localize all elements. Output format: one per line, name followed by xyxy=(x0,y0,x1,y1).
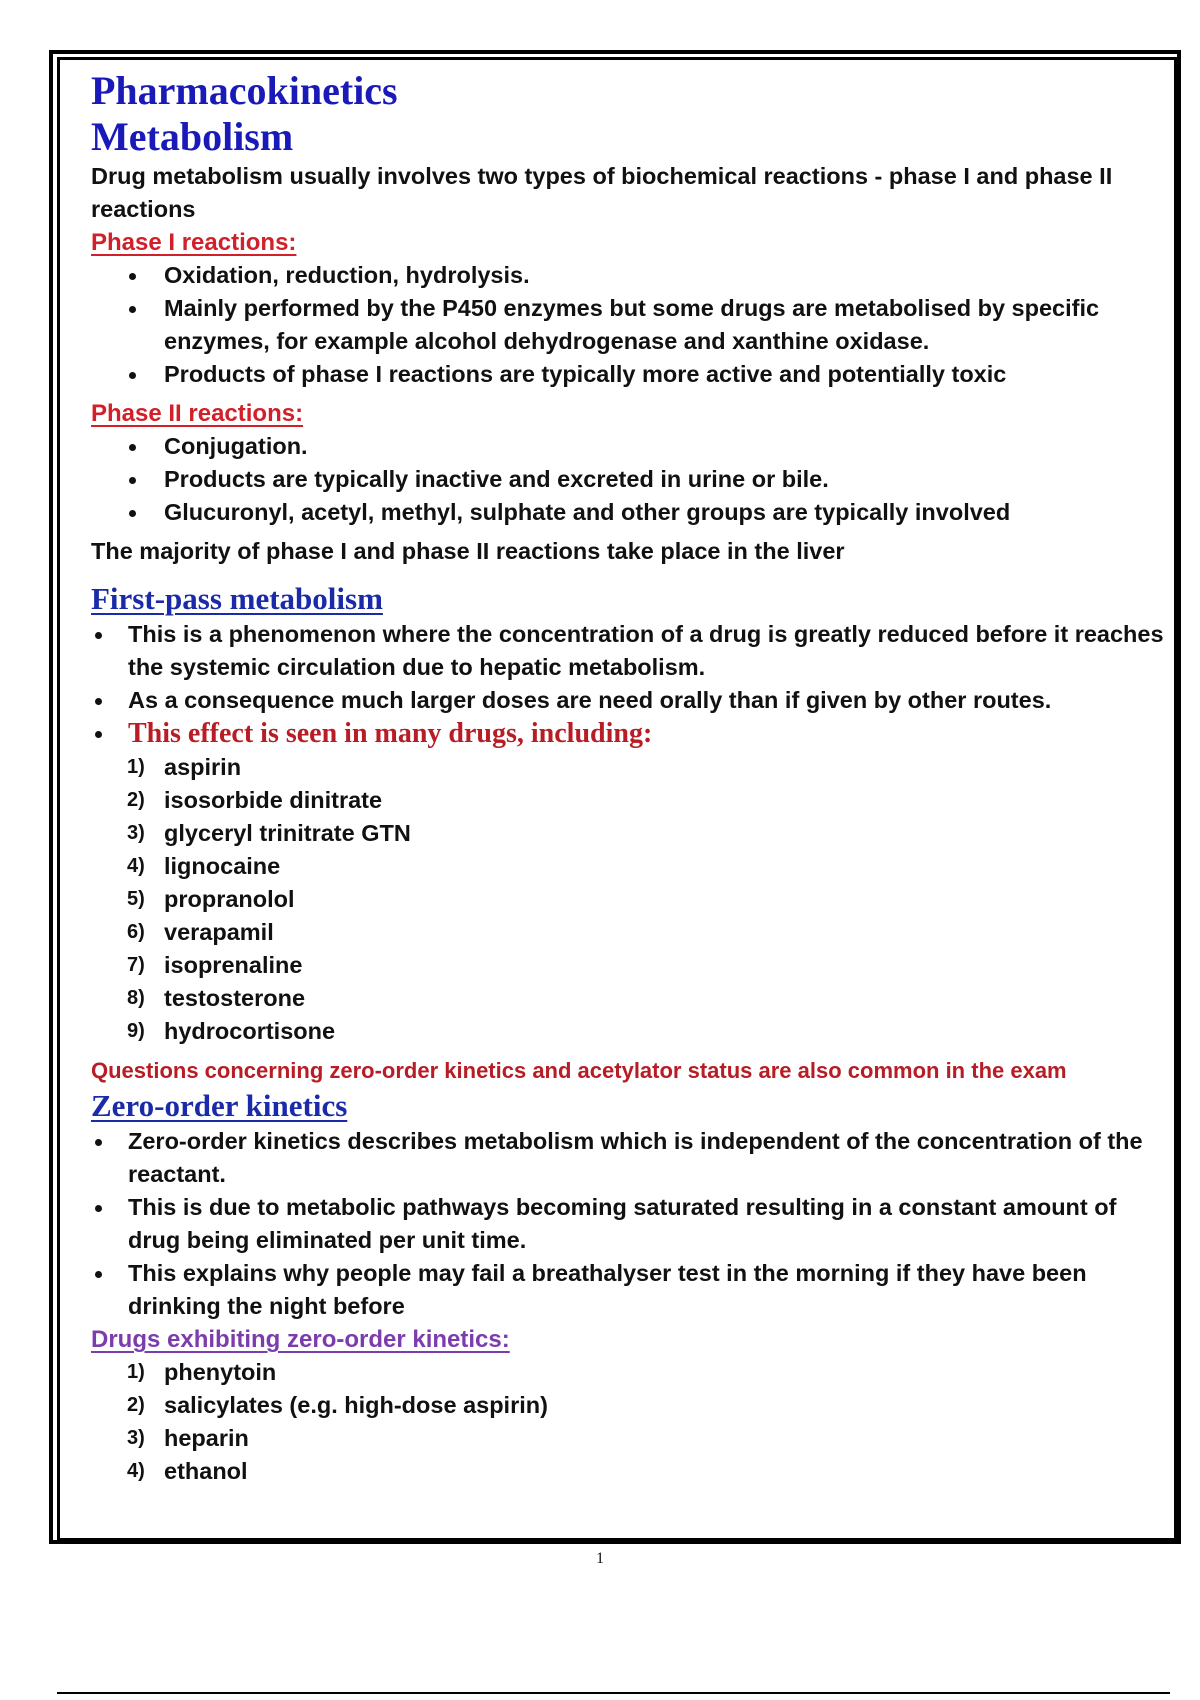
list-item: 1) aspirin xyxy=(127,754,242,780)
first-pass-drug-list xyxy=(91,751,1171,1048)
page-subtitle: Metabolism xyxy=(91,114,294,159)
phase1-heading: Phase I reactions: xyxy=(91,229,297,256)
list-item: 1) phenytoin xyxy=(127,1359,277,1385)
list-item: 9) hydrocortisone xyxy=(127,1018,336,1044)
list-item: Conjugation. xyxy=(91,430,1171,463)
phase2-list xyxy=(91,430,1171,529)
list-item: This is due to metabolic pathways becoming saturated resulting in a constant amount of drug being eliminated per unit time. xyxy=(91,1191,1171,1257)
list-item: 3) glyceryl trinitrate GTN xyxy=(127,820,411,846)
zero-order-heading: Zero-order kinetics xyxy=(91,1088,348,1123)
list-item: 4) ethanol xyxy=(127,1458,248,1484)
list-item: Mainly performed by the P450 enzymes but some drugs are metabolised by specific enzymes, for example alcohol dehydrogenase and xanthine oxidase. xyxy=(91,292,1171,358)
list-item: 3) heparin xyxy=(127,1425,249,1451)
list-item: 4) lignocaine xyxy=(127,853,281,879)
zero-order-drug-list xyxy=(91,1356,1171,1488)
list-item: This explains why people may fail a breathalyser test in the morning if they have been drinking the night before xyxy=(91,1257,1171,1323)
zero-order-list xyxy=(91,1125,1171,1323)
intro-paragraph: Drug metabolism usually involves two types of biochemical reactions - phase I and phase II reactions xyxy=(91,163,1113,222)
document-body xyxy=(91,68,1171,1488)
footer-rule xyxy=(57,1692,1170,1694)
list-item: This is a phenomenon where the concentration of a drug is greatly reduced before it reaches the systemic circulation due to hepatic metabolism. xyxy=(91,618,1171,684)
phase1-list xyxy=(91,259,1171,391)
liver-note: The majority of phase I and phase II reactions take place in the liver xyxy=(91,538,845,564)
first-pass-list xyxy=(91,618,1171,751)
list-item-highlight: This effect is seen in many drugs, including: xyxy=(91,717,1171,751)
list-item: 5) propranolol xyxy=(127,886,295,912)
list-item: Oxidation, reduction, hydrolysis. xyxy=(91,259,1171,292)
list-item: 6) verapamil xyxy=(127,919,274,945)
list-item: 2) salicylates (e.g. high-dose aspirin) xyxy=(127,1392,548,1418)
page-title: Pharmacokinetics xyxy=(91,68,398,113)
list-item: Products are typically inactive and excreted in urine or bile. xyxy=(91,463,1171,496)
page-number: 1 xyxy=(596,1550,604,1567)
phase2-heading: Phase II reactions: xyxy=(91,400,304,427)
list-item: As a consequence much larger doses are need orally than if given by other routes. xyxy=(91,684,1171,717)
list-item: Products of phase I reactions are typically more active and potentially toxic xyxy=(91,358,1171,391)
list-item: Glucuronyl, acetyl, methyl, sulphate and other groups are typically involved xyxy=(91,496,1171,529)
list-item: 7) isoprenaline xyxy=(127,952,303,978)
list-item: 2) isosorbide dinitrate xyxy=(127,787,383,813)
zero-order-drugs-heading: Drugs exhibiting zero-order kinetics: xyxy=(91,1326,510,1353)
list-item: Zero-order kinetics describes metabolism which is independent of the concentration of the reactant. xyxy=(91,1125,1171,1191)
first-pass-heading: First-pass metabolism xyxy=(91,581,383,616)
exam-note: Questions concerning zero-order kinetics and acetylator status are also common in the exam xyxy=(91,1058,1067,1083)
list-item: 8) testosterone xyxy=(127,985,306,1011)
